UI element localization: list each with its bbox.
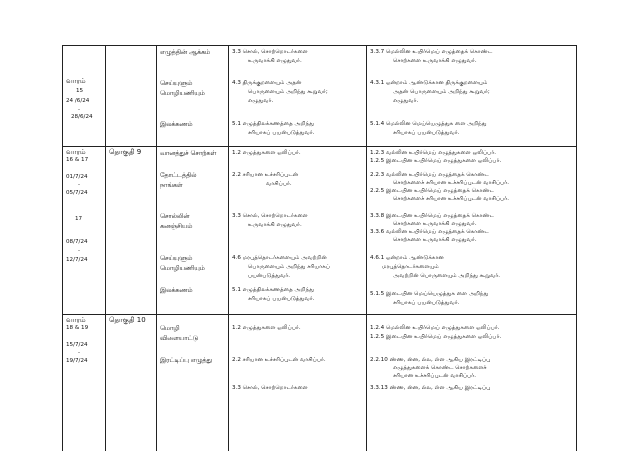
standard-text: எழுதுவர். bbox=[248, 98, 274, 104]
standard-text: பொருளையும் அறிந்து கூறுவர்; bbox=[248, 89, 328, 95]
week-date: 15/7/24 bbox=[66, 342, 88, 348]
week-date: 05/7/24 bbox=[66, 190, 88, 196]
objective-text: சொற்களை உருவாக்கி எழுதுவர். bbox=[393, 58, 477, 64]
topic-text: இலக்கணம் bbox=[160, 287, 193, 294]
topic-text: தோட்டத்தில் bbox=[160, 172, 197, 179]
week-number: 15 bbox=[76, 88, 84, 94]
objective-text: 2.2.10 ண்ண, ன்ன, ல்ல, ள்ள ஆகிய இரட்டிப்பு bbox=[370, 357, 491, 363]
row-divider-2 bbox=[62, 314, 577, 315]
standard-text: 3.3 சொல், சொற்றொடர்களை bbox=[232, 385, 308, 391]
objective-text: அவற்றின் பொருளையும் அறிந்து கூறுவர். bbox=[393, 273, 501, 279]
table-border-col3 bbox=[156, 45, 157, 451]
objective-text: 3.3.6 வல்லின உயிர்மெய் எழுத்தைக் கொண்ட bbox=[370, 229, 489, 235]
week-date: 19/7/24 bbox=[66, 358, 88, 364]
standard-text: 4.6 மரபுத்தொடர்களையும் அவற்றின் bbox=[232, 255, 327, 261]
table-border-right bbox=[576, 45, 577, 451]
week-date: 01/7/24 bbox=[66, 174, 88, 180]
standard-text: 1.2 எழுத்துகளை ஒலிப்பர். bbox=[232, 150, 301, 156]
standard-text: வாசிப்பர். bbox=[266, 181, 292, 187]
standard-text: 3.3 சொல், சொற்றொடர்களை bbox=[232, 213, 308, 219]
objective-text: சரியான உச்சரிப்புடன் வாசிப்பர். bbox=[393, 373, 477, 379]
objective-text: 2.2.5 இடையின உயிர்மெய் எழுத்தைக் கொண்ட bbox=[370, 188, 495, 194]
standard-text: சரியாகப் பயன்படுத்துவர். bbox=[248, 130, 315, 136]
topic-text: நாங்கள் bbox=[160, 182, 183, 189]
standard-text: 1.2 எழுத்துகளை ஒலிப்பர். bbox=[232, 325, 301, 331]
table-border-left bbox=[62, 45, 63, 451]
objective-text: 1.2.5 இடையின உயிர்மெய் எழுத்துகளை ஒலிப்பர். bbox=[370, 334, 502, 340]
table-border-top bbox=[62, 45, 577, 46]
unit-label: தொகுதி 10 bbox=[109, 316, 146, 324]
topic-text: விளையாட்டு bbox=[160, 335, 199, 342]
objective-text: 3.3.7 மெல்லின உயிர்மெய் எழுத்தைக் கொண்ட bbox=[370, 49, 493, 55]
objective-text: அதன் பொருளையும் அறிந்து கூறுவர்; bbox=[393, 89, 490, 95]
standard-text: 4.3 திருக்குறளையும் அதன் bbox=[232, 80, 302, 86]
topic-text: வானத்துச் சொற்கள் bbox=[160, 150, 217, 157]
topic-text: செய்யுளும் bbox=[160, 80, 193, 87]
topic-text: மொழியணியும் bbox=[160, 265, 205, 272]
objective-text: 4.3.1 ஒன்றாம் ஆண்டுக்கான திருக்குறளையும் bbox=[370, 80, 488, 86]
week-number: 18 & 19 bbox=[66, 325, 89, 331]
topic-text: இலக்கணம் bbox=[160, 121, 193, 128]
topic-text: மொழி bbox=[160, 325, 180, 332]
objective-text: சொற்களைச் சரியான உச்சரிப்புடன் வாசிப்பர். bbox=[393, 196, 509, 202]
objective-text: 3.3.8 இடையின உயிர்மெய் எழுத்தைக் கொண்ட bbox=[370, 213, 495, 219]
unit-label: தொகுதி 9 bbox=[109, 148, 142, 156]
objective-text: எழுதுவர். bbox=[393, 98, 419, 104]
week-dash: - bbox=[78, 350, 81, 356]
standard-text: 2.2 சரியான உச்சரிப்புடன் bbox=[232, 172, 299, 178]
objective-text: எழுத்துகளைக் கொண்ட சொற்களைச் bbox=[393, 365, 487, 371]
week-label: வாரம் bbox=[66, 148, 86, 156]
week-date: 12/7/24 bbox=[66, 257, 88, 263]
objective-text: சரியாகப் பயன்படுத்துவர். bbox=[393, 300, 460, 306]
objective-text: சொற்களை உருவாக்கி எழுதுவர். bbox=[393, 237, 477, 243]
table-border-col2 bbox=[105, 45, 106, 451]
standard-text: 5.1 எழுத்திலக்கணத்தை அறிந்து bbox=[232, 287, 314, 293]
week-dash: - bbox=[78, 107, 81, 113]
topic-text: மொழியணியும் bbox=[160, 90, 205, 97]
topic-text: செய்யுளும் bbox=[160, 255, 193, 262]
week-number: 17 bbox=[75, 216, 83, 222]
objective-text: 1.2.3 வல்லின உயிர்மெய் எழுத்துகளை ஒலிப்பர். bbox=[370, 150, 497, 156]
objective-text: 4.6.1 ஒன்றாம் ஆண்டுக்கான bbox=[370, 255, 444, 261]
standard-text: உருவாக்கி எழுதுவர். bbox=[248, 58, 302, 64]
standard-text: 2.2 சரியான உச்சரிப்புடன் வாசிப்பர். bbox=[232, 357, 326, 363]
table-border-col4 bbox=[228, 45, 229, 451]
standard-text: உருவாக்கி எழுதுவர். bbox=[248, 222, 302, 228]
topic-text: எழுத்தின் ஆக்கம் bbox=[160, 49, 211, 56]
topic-text: இரட்டிப்பு எழுத்து bbox=[160, 357, 212, 364]
objective-text: சரியாகப் பயன்படுத்துவர். bbox=[393, 130, 460, 136]
standard-text: பொருளையும் அறிந்து சரியாகப் bbox=[248, 264, 330, 270]
objective-text: சொற்களைச் சரியான உச்சரிப்புடன் வாசிப்பர். bbox=[393, 180, 509, 186]
objective-text: 5.1.5 இடையின மெய்யெழுத்துக ளை அறிந்து bbox=[370, 291, 489, 297]
standard-text: 3.3 சொல், சொற்றொடர்களை bbox=[232, 49, 308, 55]
week-date: 08/7/24 bbox=[66, 239, 88, 245]
week-dash: - bbox=[78, 182, 81, 188]
objective-text: மரபுத்தொடர்களையும் bbox=[382, 264, 439, 270]
week-number: 16 & 17 bbox=[66, 157, 89, 163]
topic-text: கனஞ்சியம் bbox=[160, 223, 193, 230]
week-date: 28/6/24 bbox=[71, 114, 93, 120]
standard-text: 5.1 எழுத்திலக்கணத்தை அறிந்து bbox=[232, 121, 314, 127]
table-border-col5 bbox=[366, 45, 367, 451]
objective-text: 3.3.13 ண்ண, ன்ன, ல்ல, ள்ள ஆகிய இரட்டிப்பு bbox=[370, 385, 491, 391]
objective-text: 5.1.4 மெல்லின மெய்யெழுத்துக ளை அறிந்து bbox=[370, 121, 487, 127]
topic-text: சொல்லின் bbox=[160, 213, 190, 220]
week-label: வாரம் bbox=[66, 77, 86, 85]
objective-text: 1.2.4 மெல்லின உயிர்மெய் எழுத்துகளை ஒலிப்பர். bbox=[370, 325, 500, 331]
row-divider-1 bbox=[62, 146, 577, 147]
objective-text: 2.2.3 வல்லின உயிர்மெய் எழுத்தைக் கொண்ட bbox=[370, 172, 489, 178]
objective-text: சொற்களை உருவாக்கி எழுதுவர். bbox=[393, 221, 477, 227]
week-label: வாரம் bbox=[66, 316, 86, 324]
standard-text: சரியாகப் பயன்படுத்துவர். bbox=[248, 296, 315, 302]
standard-text: பயன்படுத்துவர். bbox=[248, 273, 291, 279]
week-date: 24 /6/24 bbox=[66, 98, 90, 104]
week-dash: - bbox=[78, 248, 81, 254]
objective-text: 1.2.5 இடையின உயிர்மெய் எழுத்துகளை ஒலிப்பர். bbox=[370, 158, 502, 164]
